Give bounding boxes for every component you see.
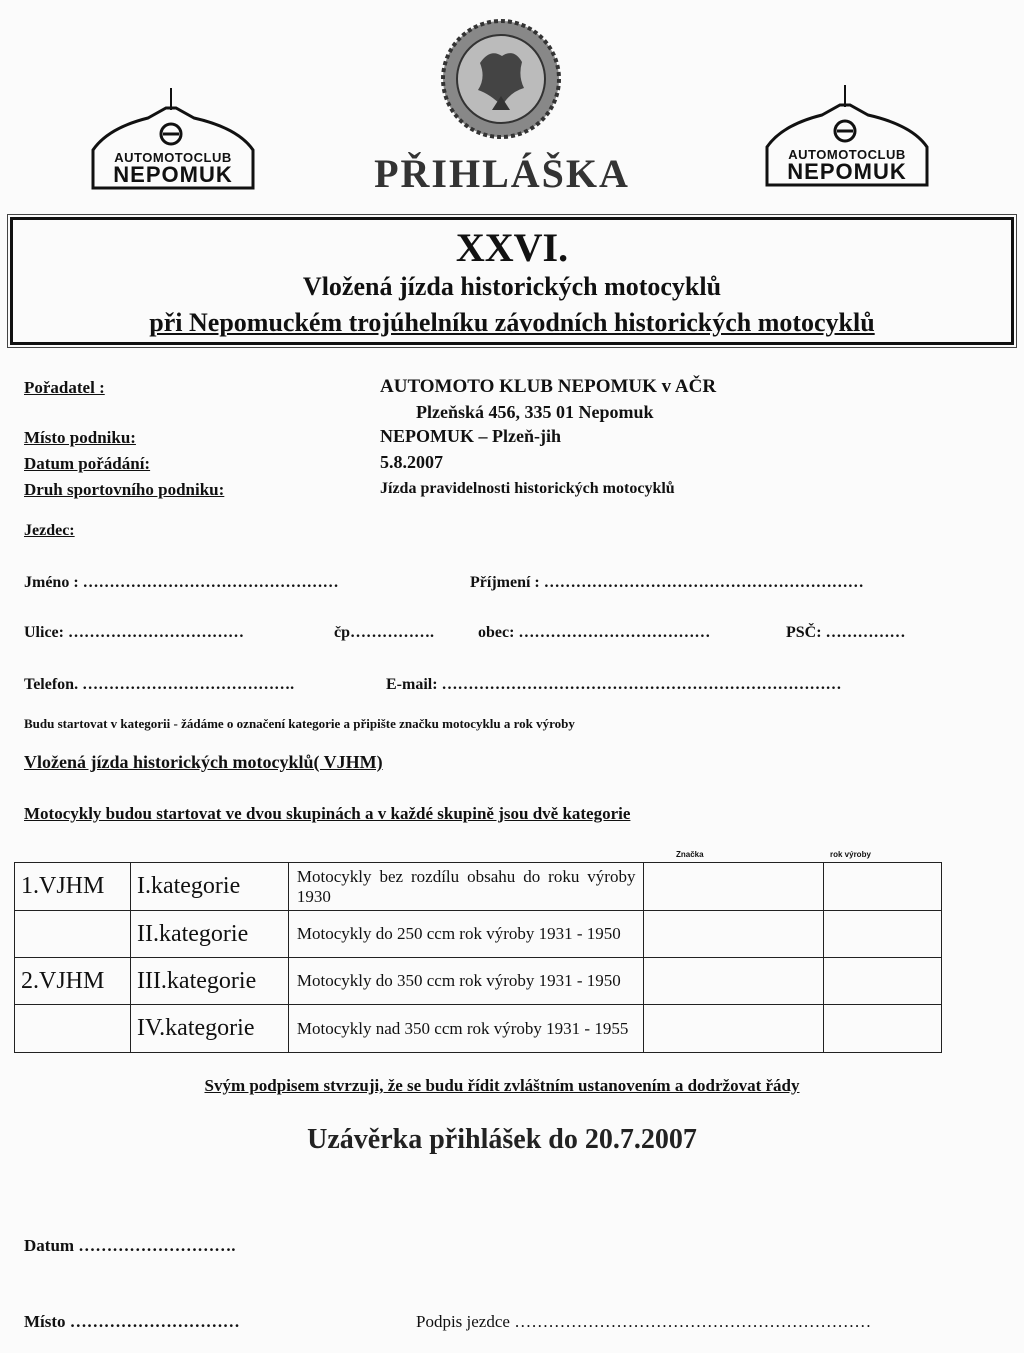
vjhm-heading: Vložená jízda historických motocyklů( VJHM) <box>24 752 383 772</box>
group-cell <box>15 911 131 958</box>
rider-section-label: Jezdec: <box>24 522 75 539</box>
table-row <box>15 863 942 911</box>
group-cell: 1.VJHM <box>15 863 131 911</box>
house-number-field[interactable]: čp……………. <box>334 624 434 641</box>
date-value: 5.8.2007 <box>380 452 443 472</box>
description-cell: Motocykly do 250 ccm rok výroby 1931 - 1950 <box>288 911 644 958</box>
banner-event-context: při Nepomuckém trojúhelníku závodních historických motocyklů <box>149 308 875 337</box>
category-table <box>14 862 942 1053</box>
category-cell: III.kategorie <box>130 958 288 1005</box>
logo-right-line1: AUTOMOTOCLUB <box>788 147 906 162</box>
date-label: Datum pořádání: <box>24 454 151 473</box>
place-value: NEPOMUK – Plzeň-jih <box>380 426 561 446</box>
table-row <box>15 1005 942 1053</box>
year-cell[interactable] <box>824 863 942 911</box>
year-cell[interactable] <box>824 911 942 958</box>
date-signature-field[interactable]: Datum ………………………. <box>24 1236 236 1255</box>
description-cell: Motocykly bez rozdílu obsahu do roku výroby 1930 <box>288 863 644 911</box>
declaration: Svým podpisem stvrzuji, že se budu řídit zvláštním ustanovením a dodržovat řády <box>204 1076 800 1095</box>
rider-signature-field[interactable]: Podpis jezdce ……………………………………………………… <box>416 1312 872 1331</box>
logo-left-line2: NEPOMUK <box>113 162 233 187</box>
category-cell: I.kategorie <box>130 863 288 911</box>
event-banner <box>10 217 1014 345</box>
surname-field[interactable]: Příjmení : …………………………………………………… <box>470 574 864 591</box>
group-cell: 2.VJHM <box>15 958 131 1005</box>
banner-event-name: Vložená jízda historických motocyklů <box>302 272 722 301</box>
make-cell[interactable] <box>644 958 824 1005</box>
table-row <box>15 911 942 958</box>
make-cell[interactable] <box>644 911 824 958</box>
year-cell[interactable] <box>824 958 942 1005</box>
groups-heading: Motocykly budou startovat ve dvou skupinách a v každé skupině jsou dvě kategorie <box>24 804 631 823</box>
zip-field[interactable]: PSČ: …………… <box>786 624 906 641</box>
organizer-label: Pořadatel : <box>24 378 105 397</box>
description-cell: Motocykly nad 350 ccm rok výroby 1931 - 1955 <box>288 1005 644 1053</box>
organizer-value: AUTOMOTO KLUB NEPOMUK v AČR <box>380 376 717 397</box>
category-cell: IV.kategorie <box>130 1005 288 1053</box>
page-title: PŘIHLÁŠKA <box>374 151 630 196</box>
logo-right-line2: NEPOMUK <box>787 159 907 184</box>
group-cell <box>15 1005 131 1053</box>
category-note: Budu startovat v kategorii - žádáme o označení kategorie a připište značku motocyklu a rok výroby <box>24 716 575 731</box>
deadline: Uzávěrka přihlášek do 20.7.2007 <box>307 1124 697 1155</box>
year-cell[interactable] <box>824 1005 942 1053</box>
place-label: Místo podniku: <box>24 428 136 447</box>
street-field[interactable]: Ulice: …………………………… <box>24 624 244 641</box>
year-column-header: rok výroby <box>830 850 871 859</box>
email-field[interactable]: E-mail: ………………………………………………………………… <box>386 676 842 693</box>
banner-edition: XXVI. <box>455 225 569 270</box>
town-field[interactable]: obec: ……………………………… <box>478 624 711 641</box>
lion-emblem-icon <box>440 18 562 140</box>
description-cell: Motocykly do 350 ccm rok výroby 1931 - 1950 <box>288 958 644 1005</box>
organizer-address: Plzeňská 456, 335 01 Nepomuk <box>416 402 654 422</box>
place-signature-field[interactable]: Místo ………………………… <box>24 1312 240 1331</box>
event-type-label: Druh sportovního podniku: <box>24 480 225 499</box>
event-type-value: Jízda pravidelnosti historických motocyklů <box>380 480 675 497</box>
make-cell[interactable] <box>644 863 824 911</box>
make-cell[interactable] <box>644 1005 824 1053</box>
table-row <box>15 958 942 1005</box>
logo-left-line1: AUTOMOTOCLUB <box>114 150 232 165</box>
make-column-header: Značka <box>676 850 704 859</box>
phone-field[interactable]: Telefon. …………………………………. <box>24 676 295 693</box>
first-name-field[interactable]: Jméno : ………………………………………… <box>24 574 339 591</box>
category-cell: II.kategorie <box>130 911 288 958</box>
